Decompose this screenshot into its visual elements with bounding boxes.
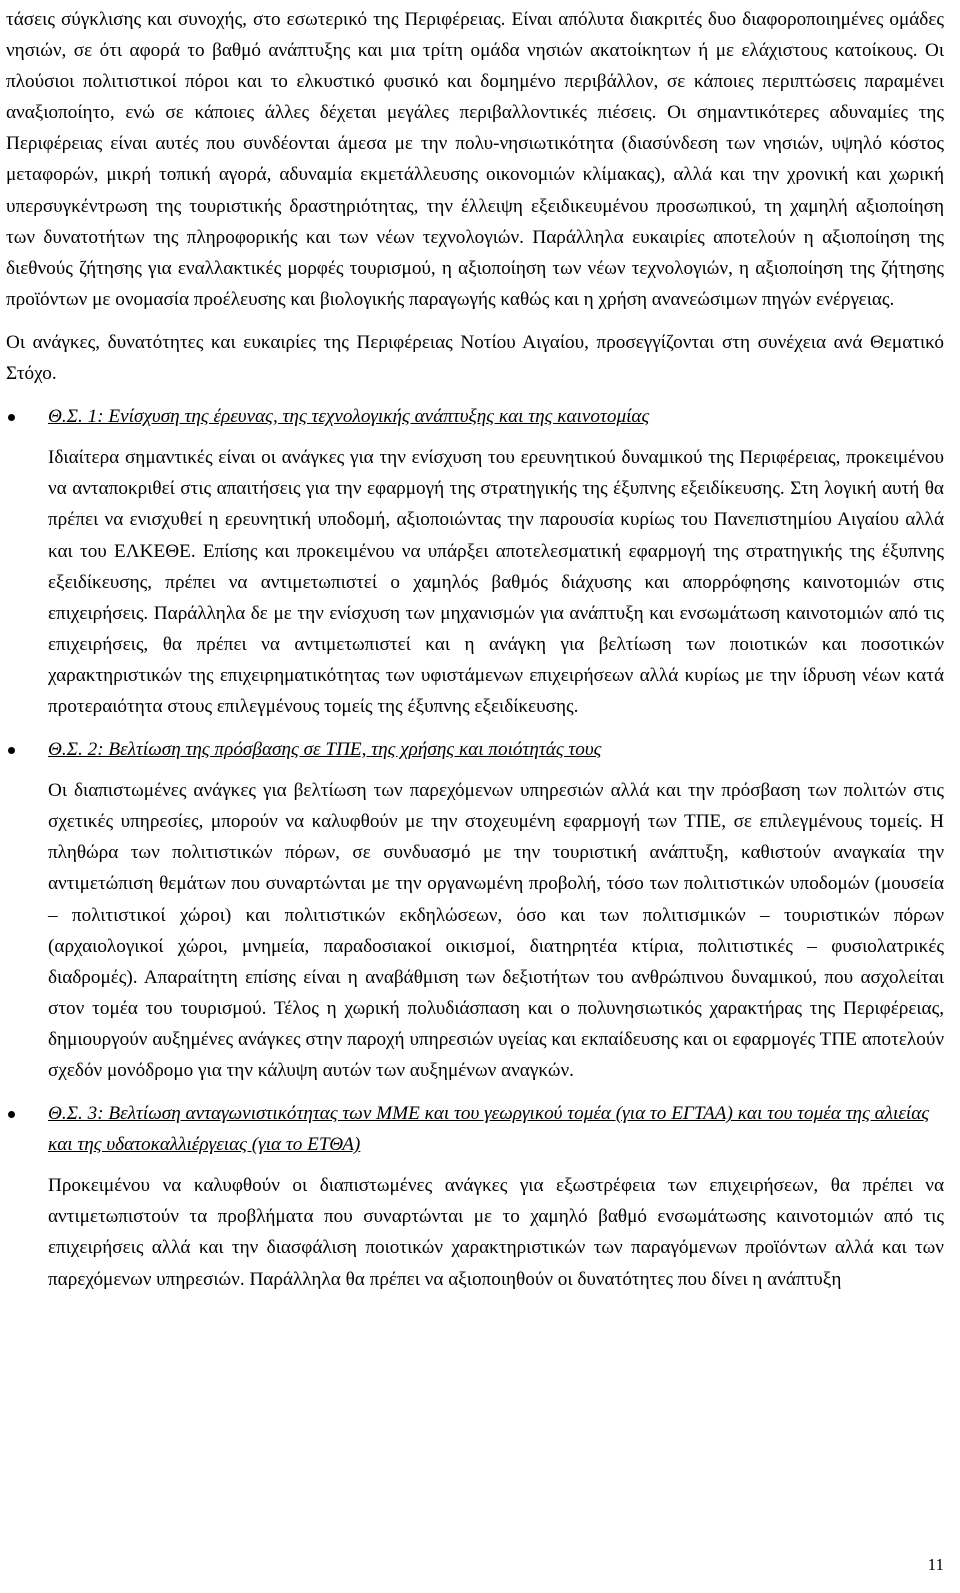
- intro-paragraph: τάσεις σύγκλισης και συνοχής, στο εσωτερικό της Περιφέρειας. Είναι απόλυτα διακριτές δυο διαφοροποιημένες ομάδες νησιών, σε ότι αφορά το βαθμό ανάπτυξης και μια τρίτη ομάδα νησιών ακατοίκητων ή με ελάχιστους κατοίκους. Οι πλούσιοι πολιτιστικοί πόροι και το ελκυστικό φυσικό και δομημένο περιβάλλον, σε κάποιες περιπτώσεις παραμένει αναξιοποίητο, ενώ σε κάποιες άλλες δέχεται μεγάλες περιβαλλοντικές πιέσεις. Οι σημαντικότερες αδυναμίες της Περιφέρειας είναι αυτές που συνδέονται άμεσα με την πολυ-νησιωτικότητα (διασύνδεση των νησιών, υψηλό κόστος μεταφορών, μικρή τοπική αγορά, αδυναμία εκμετάλλευσης οικονομιών κλίμακας), αλλά και την χρονική και χωρική υπερσυγκέντρωση της τουριστικής δραστηριότητας, την έλλειψη εξειδικευμένου προσωπικού, τη χαμηλή αξιοποίηση των δυνατοτήτων της πληροφορικής και των νέων τεχνολογιών. Παράλληλα ευκαιρίες αποτελούν η αξιοποίηση της διεθνούς ζήτησης για εναλλακτικές μορφές τουρισμού, η αξιοποίηση των νέων τεχνολογιών, η αξιοποίηση της ζήτησης προϊόντων με ονομασία προέλευσης και βιολογικής παραγωγής καθώς και η χρήση ανανεώσιμων πηγών ενέργειας.: [6, 9, 944, 310]
- section-ts1: [6, 401, 944, 722]
- section-body: Ιδιαίτερα σημαντικές είναι οι ανάγκες για την ενίσχυση του ερευνητικού δυναμικού της Περιφέρειας, προκειμένου να ανταποκριθεί στις απαιτήσεις για την εφαρμογή της στρατηγικής της έξυπνης εξειδίκευσης. Στη λογική αυτή θα πρέπει να ενισχυθεί η ερευνητική υποδομή, αξιοποιώντας την παρουσία κυρίως του Πανεπιστημίου Αιγαίου αλλά και του ΕΛΚΕΘΕ. Επίσης και προκειμένου να υπάρξει αποτελεσματική εφαρμογή της στρατηγικής της έξυπνης εξειδίκευσης, πρέπει να αντιμετωπιστεί ο χαμηλός βαθμός διάχυσης και απορρόφησης καινοτομιών στις επιχειρήσεις. Παράλληλα δε με την ενίσχυση των μηχανισμών για ανάπτυξη και ενσωμάτωση καινοτομιών από τις επιχειρήσεις, θα πρέπει να αντιμετωπιστεί και η ανάγκη για βελτίωση των ποιοτικών και ποσοτικών χαρακτηριστικών της επιχειρηματικότητας των υφιστάμενων επιχειρήσεων αλλά κυρίως με την ίδρυση νέων κατά προτεραιότητα στους επιλεγμένους τομείς της έξυπνης εξειδίκευσης.: [48, 447, 944, 717]
- section-ts3: [6, 1098, 944, 1295]
- section-heading: Θ.Σ. 2: Βελτίωση της πρόσβασης σε ΤΠΕ, της χρήσης και ποιότητάς τους: [48, 739, 602, 761]
- section-ts2: [6, 734, 944, 1086]
- section-heading: Θ.Σ. 3: Βελτίωση ανταγωνιστικότητας των ΜΜΕ και του γεωργικού τομέα (για το ΕΓΤΑΑ) και του τομέα της αλιείας και της υδατοκαλλιέργειας (για το ΕΤΘΑ): [48, 1103, 930, 1156]
- bullet-icon: [8, 414, 15, 421]
- section-body: Οι διαπιστωμένες ανάγκες για βελτίωση των παρεχόμενων υπηρεσιών αλλά και την πρόσβαση των πολιτών στις σχετικές υπηρεσίες, μπορούν να καλυφθούν με την στοχευμένη εφαρμογή των ΤΠΕ, σε επιλεγμένους τομείς. Η πληθώρα των πολιτιστικών πόρων, σε συνδυασμό με την τουριστική ανάπτυξη, καθιστούν αναγκαία την αντιμετώπιση θεμάτων που συναρτώνται με την οργανωμένη προβολή, τόσο των πολιτιστικών υποδομών (μουσεία – πολιτιστικοί χώροι) και πολιτιστικών εκδηλώσεων, όσο και των πολιτισμικών – τουριστικών πόρων (αρχαιολογικοί χώροι, μνημεία, παραδοσιακοί οικισμοί, διατηρητέα κτίρια, πολιτιστικές – φυσιολατρικές διαδρομές). Απαραίτητη επίσης είναι η αναβάθμιση των δεξιοτήτων του ανθρώπινου δυναμικού, που ασχολείται στον τομέα του τουρισμού. Τέλος η χωρική πολυδιάσπαση και ο πολυνησιωτικός χαρακτήρας της Περιφέρειας, δημιουργούν αυξημένες ανάγκες στην παροχή υπηρεσιών υγείας και εκπαίδευσης και οι εφαρμογές ΤΠΕ αποτελούν σχεδόν μονόδρομο για την κάλυψη αυτών των αυξημένων αναγκών.: [48, 780, 944, 1081]
- section-heading: Θ.Σ. 1: Ενίσχυση της έρευνας, της τεχνολογικής ανάπτυξης και της καινοτομίας: [48, 406, 650, 428]
- lead-paragraph: Οι ανάγκες, δυνατότητες και ευκαιρίες της Περιφέρειας Νοτίου Αιγαίου, προσεγγίζονται στη συνέχεια ανά Θεματικό Στόχο.: [6, 331, 944, 385]
- page-number: 11: [927, 1555, 944, 1574]
- section-body: Προκειμένου να καλυφθούν οι διαπιστωμένες ανάγκες για εξωστρέφεια των επιχειρήσεων, θα πρέπει να αντιμετωπιστούν τα προβλήματα που συναρτώνται με το χαμηλό βαθμό ενσωμάτωσης καινοτομιών από τις επιχειρήσεις αλλά και την διασφάλιση ποιοτικών χαρακτηριστικών των παραγόμενων προϊόντων αλλά και των παρεχόμενων υπηρεσιών. Παράλληλα θα πρέπει να αξιοποιηθούν οι δυνατότητες που δίνει η ανάπτυξη: [48, 1175, 944, 1290]
- bullet-icon: [8, 1111, 15, 1118]
- bullet-icon: [8, 747, 15, 754]
